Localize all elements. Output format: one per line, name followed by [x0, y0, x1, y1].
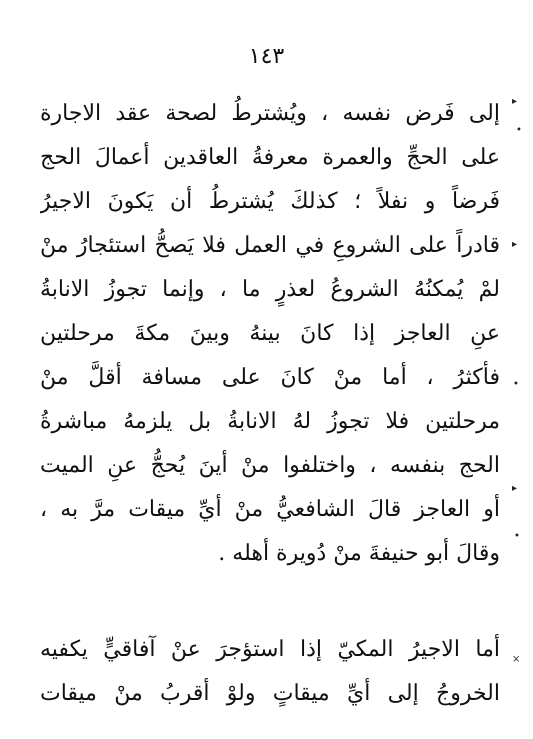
arrow-mark-icon: ▸: [512, 239, 518, 250]
dot-mark-icon: •: [514, 531, 520, 542]
text-line: فأكثرُ ، أما منْ كانَ على مسافة أقلَّ منْ: [40, 365, 500, 390]
page-number: ١٤٣: [248, 44, 285, 69]
cross-mark-icon: ×: [512, 654, 521, 665]
text-line: فَرضاً و نفلاً ؛ كذلكَ يُشترطُ أن يَكونَ الاجيرُ: [40, 189, 500, 214]
text-line: أما الاجيرُ المكيّ إذا استؤجرَ عنْ آفاقيٍّ يكفيه: [40, 637, 500, 662]
dot-mark-icon: •: [516, 125, 522, 136]
text-line: عنِ العاجز إذا كانَ بينهُ وبينَ مكةَ مرحلتين: [40, 321, 500, 346]
arrow-mark-icon: ▸: [512, 96, 518, 107]
arrow-mark-icon: ▸: [512, 483, 518, 494]
text-line: وقالَ أبو حنيفةَ منْ دُويرة أهله .: [218, 541, 500, 566]
text-line: قادراً على الشروعِ في العمل فلا يَصحُّ استئجارُ منْ: [40, 233, 500, 258]
paragraph-1: [40, 92, 500, 576]
text-line: أو العاجز قالَ الشافعيُّ منْ أيِّ ميقات مرَّ به ،: [40, 497, 500, 522]
paragraph-2: [40, 628, 500, 716]
text-line: على الحجِّ والعمرة معرفةُ العاقدين أعمالَ الحج: [40, 145, 500, 170]
text-line: الحج بنفسه ، واختلفوا منْ أينَ يُحجُّ عنِ الميت: [40, 453, 500, 478]
text-line: لمْ يُمكنُهُ الشروعُ لعذرٍ ما ، وإنما تجوزُ الانابةُ: [40, 277, 500, 302]
text-line: الخروجُ إلى أيِّ ميقاتٍ ولوْ أقربُ منْ ميقات: [40, 681, 500, 706]
text-line: مرحلتين فلا تجوزُ لهُ الانابةُ بل يلزمهُ مباشرةُ: [40, 409, 500, 434]
dot-mark-icon: •: [513, 379, 519, 390]
text-line: إلى فَرض نفسه ، ويُشترطُ لصحة عقد الاجارة: [40, 101, 500, 126]
